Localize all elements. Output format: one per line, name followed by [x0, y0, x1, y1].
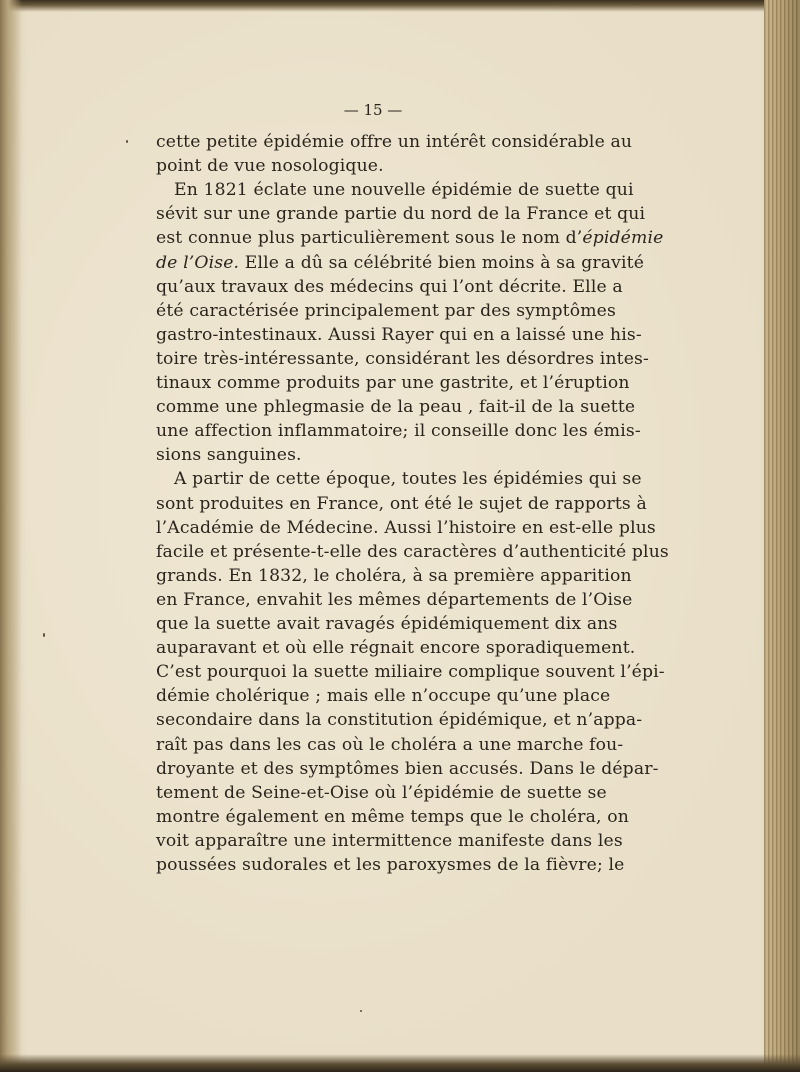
text-line: A partir de cette époque, toutes les épidémies qui se [174, 469, 642, 490]
text-line: voit apparaître une intermittence manifeste dans les [156, 830, 623, 851]
text-line: tement de Seine-et-Oise où l’épidémie de suette se [156, 782, 607, 803]
text-line: sévit sur une grande partie du nord de la France et qui [156, 204, 646, 225]
text-line: cette petite épidémie offre un intérêt considérable au [156, 132, 633, 152]
book-binding-edge [764, 0, 800, 1072]
text-line [156, 227, 664, 250]
text-line: point de vue nosologique. [156, 156, 384, 177]
text-line: En 1821 éclate une nouvelle épidémie de suette qui [174, 180, 634, 201]
text-line: en France, envahit les mêmes départements de l’Oise [156, 589, 633, 610]
text-line [156, 252, 645, 275]
paper-speck [43, 633, 45, 637]
text-line: l’Académie de Médecine. Aussi l’histoire en est-elle plus [156, 517, 656, 538]
text-line: C’est pourquoi la suette miliaire complique souvent l’épi- [156, 662, 665, 683]
page-number: — 15 — [343, 101, 403, 119]
text-line: démie cholérique ; mais elle n’occupe qu’une place [156, 686, 611, 707]
text-line: montre également en même temps que le choléra, on [156, 806, 629, 827]
text-line: poussées sudorales et les paroxysmes de la fièvre; le [156, 855, 625, 875]
text-line: qu’aux travaux des médecins qui l’ont décrite. Elle a [156, 276, 623, 297]
text-line: toire très-intéressante, considérant les désordres intes- [156, 348, 649, 369]
italic-text-run: de l’Oise. [156, 252, 240, 273]
text-line: raît pas dans les cas où le choléra a une marche fou- [156, 734, 624, 755]
text-line: facile et présente-t-elle des caractères d’authenticité plus [156, 541, 669, 562]
page-left-edge [0, 0, 22, 1072]
text-run: est connue plus particulièrement sous le nom d’ [156, 228, 583, 249]
page-top-edge [0, 0, 800, 12]
text-line: secondaire dans la constitution épidémique, et n’appa- [156, 710, 643, 731]
text-line: été caractérisée principalement par des symptômes [156, 300, 616, 321]
paper-speck [360, 1010, 362, 1012]
text-line: grands. En 1832, le choléra, à sa première apparition [156, 565, 632, 586]
text-run: Elle a dû sa célébrité bien moins à sa gravité [239, 252, 645, 273]
text-line: gastro-intestinaux. Aussi Rayer qui en a laissé une his- [156, 324, 642, 345]
text-line: une affection inflammatoire; il conseille donc les émis- [156, 421, 641, 442]
paper-speck [126, 140, 128, 143]
text-line: sions sanguines. [156, 445, 302, 466]
text-line: tinaux comme produits par une gastrite, et l’éruption [156, 373, 630, 393]
text-line: droyante et des symptômes bien accusés. Dans le dépar- [156, 758, 659, 779]
text-line: sont produites en France, ont été le sujet de rapports à [156, 493, 647, 514]
text-line: que la suette avait ravagés épidémiquement dix ans [156, 614, 618, 634]
italic-text-run: épidémie [582, 228, 664, 249]
text-line: auparavant et où elle régnait encore sporadiquement. [156, 638, 636, 659]
text-line: comme une phlegmasie de la peau , fait-il de la suette [156, 397, 636, 418]
page-bottom-edge [0, 1054, 800, 1072]
